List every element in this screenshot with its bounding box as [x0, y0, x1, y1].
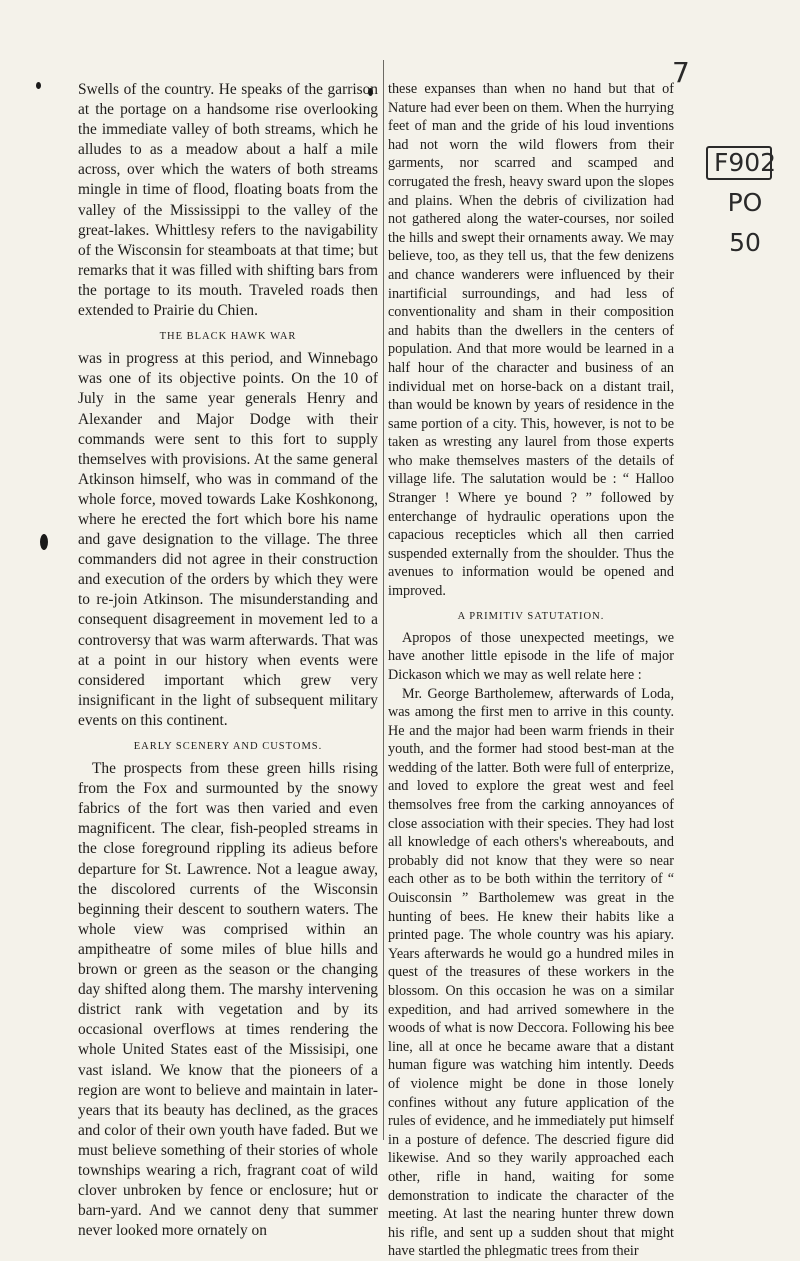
column-divider	[383, 60, 384, 1140]
annotation-number: 50	[729, 228, 761, 257]
section-heading: EARLY SCENERY AND CUSTOMS.	[133, 741, 323, 752]
paragraph: Apropos of those unexpected meetings, we have another little episode in the life of major Dickason which we may as well relate here :	[388, 629, 674, 683]
ink-stain	[36, 82, 41, 89]
paragraph: these expanses than when no hand but that of Nature had ever been on them. When the hurrying feet of man and the gride of his loud inventions had not worn the wild flowers from their garments, nor scarred and scamped and corrugated the fresh, heavy sward upon the slopes and plains. When the debris of civilization had not gathered along the water-courses, nor soiled the hills and swept their ornaments away. We may believe, too, as they tell us, that the few denizens and chance wanderers were influenced by their inartificial surroundings, and had less of conventionality and sham in their composition and habits than the dwellers in the centers of population. And that more would be learned in a half hour of the character and business of an individual met on horse-back on a distant trail, than would be known by years of residence in the same portion of a city. This, however, is not to be taken as wresting any laurel from those experts who make themselves masters of the details of village life. The salutation would be : “ Halloo Stranger ! Where ye bound ? ” followed by enterchange of hydraulic operations upon the capacious recepticles which all then carried suspended externally from the shoulder. Thus the avenues to information would be opened and improved.	[388, 81, 674, 600]
left-column	[78, 80, 378, 1241]
section-heading: THE BLACK HAWK WAR	[159, 331, 297, 343]
annotation-code: F902	[713, 148, 777, 177]
paragraph: was in progress at this period, and Winnebago was one of its objective points. On the 10 of July in the same year generals Henry and Alexander and Major Dodge with their commands were sent to this fort to supply themselves with provisions. At the same general Atkinson himself, who was in command of the whole force, moved towards Lake Koshkonong, where he erected the fort which bore his name and gave designation to the village. The three commanders did not agree in their construction and execution of the orders by which they were to re-join Atkinson. The misunderstanding and consequent disagreement in movement led to a controversy that was warm afterwards. That was at a point in our history when events were considered important which grew very insignificant in the light of subsequent military events on this continent.	[78, 350, 378, 729]
paragraph: Swells of the country. He speaks of the garrison at the portage on a handsome rise overlooking the immediate valley of both streams, which he alludes to as a meadow about a half a mile across, over which the waters of both streams mingle in time of flood, floating boats from the valley of the Mississippi to the valley of the great-lakes. Whittlesy refers to the navigability of the Wisconsin for steamboats at that time; but remarks that it was filled with shifting bars from the portage to its mouth. Traveled roads then extended to Prairie du Chien.	[78, 81, 378, 320]
page-number: 7	[672, 56, 690, 89]
right-column	[388, 80, 674, 1261]
paragraph: The prospects from these green hills rising from the Fox and surmounted by the snowy fabrics of the fort was then varied and even magnificent. The clear, fish-peopled streams in the close foreground rippling its adieus before departure for St. Lawrence. Not a league away, the discolored currents of the Wisconsin beginning their descent to southern waters. The whole view was comprised within an ampitheatre of some miles of blue hills and brown or green as the season or the changing day shifted along them. The marshy intervening district rank with vegetation and by its occasional overflows at times rendering the whole United States east of the Missisipi, one vast island. We know that the pioneers of a region are wont to believe and maintain in later-years that its beauty has declined, as the graces and color of their own youth have faded. But we must believe something of their stories of whole townships wearing a rich, fragrant coat of wild clover unbroken by fence or enclosure; hut or barn-yard. And we cannot deny that summer never looked more ornately on	[78, 760, 378, 1240]
section-heading: A PRIMITIV SATUTATION.	[457, 610, 605, 622]
paragraph: Mr. George Bartholemew, afterwards of Loda, was among the first men to arrive in this county. He and the major had been warm friends in their youth, and the former had stood best-man at the wedding of the latter. Both were full of enterprize, and loved to explore the great west and feel themsolves free from the carking annoyances of close association with their species. They had lost all knowledge of each others's whereabouts, and probably did not know that they were so near each other as to be both within the territory of “ Ouisconsin ” Bartholemew was great in the hunting of bees. He knew their habits like a printed page. The whole country was his apiary. Years afterwards he would go a hundred miles in quest of the treasures of these workers in the blossom. On this occasion he was on a similar expedition, and had arrived somewhere in the woods of what is now Deccora. Following his bee line, all at once he became aware that a distant human figure was watching him intently. Deeds of violence might be done in those lonely confines without any future application of the rules of evidence, and he immediately put himself in a posture of defence. The descried figure did likewise. And so they warily approached each other, rifle in hand, waiting for some demonstration to indicate the character of the meeting. At last the nearing hunter threw down his rifle, and sent up a sudden shout that might have startled the phlegmatic trees from their	[388, 685, 674, 1260]
ink-stain	[40, 534, 48, 550]
annotation-po: PO	[727, 188, 763, 217]
